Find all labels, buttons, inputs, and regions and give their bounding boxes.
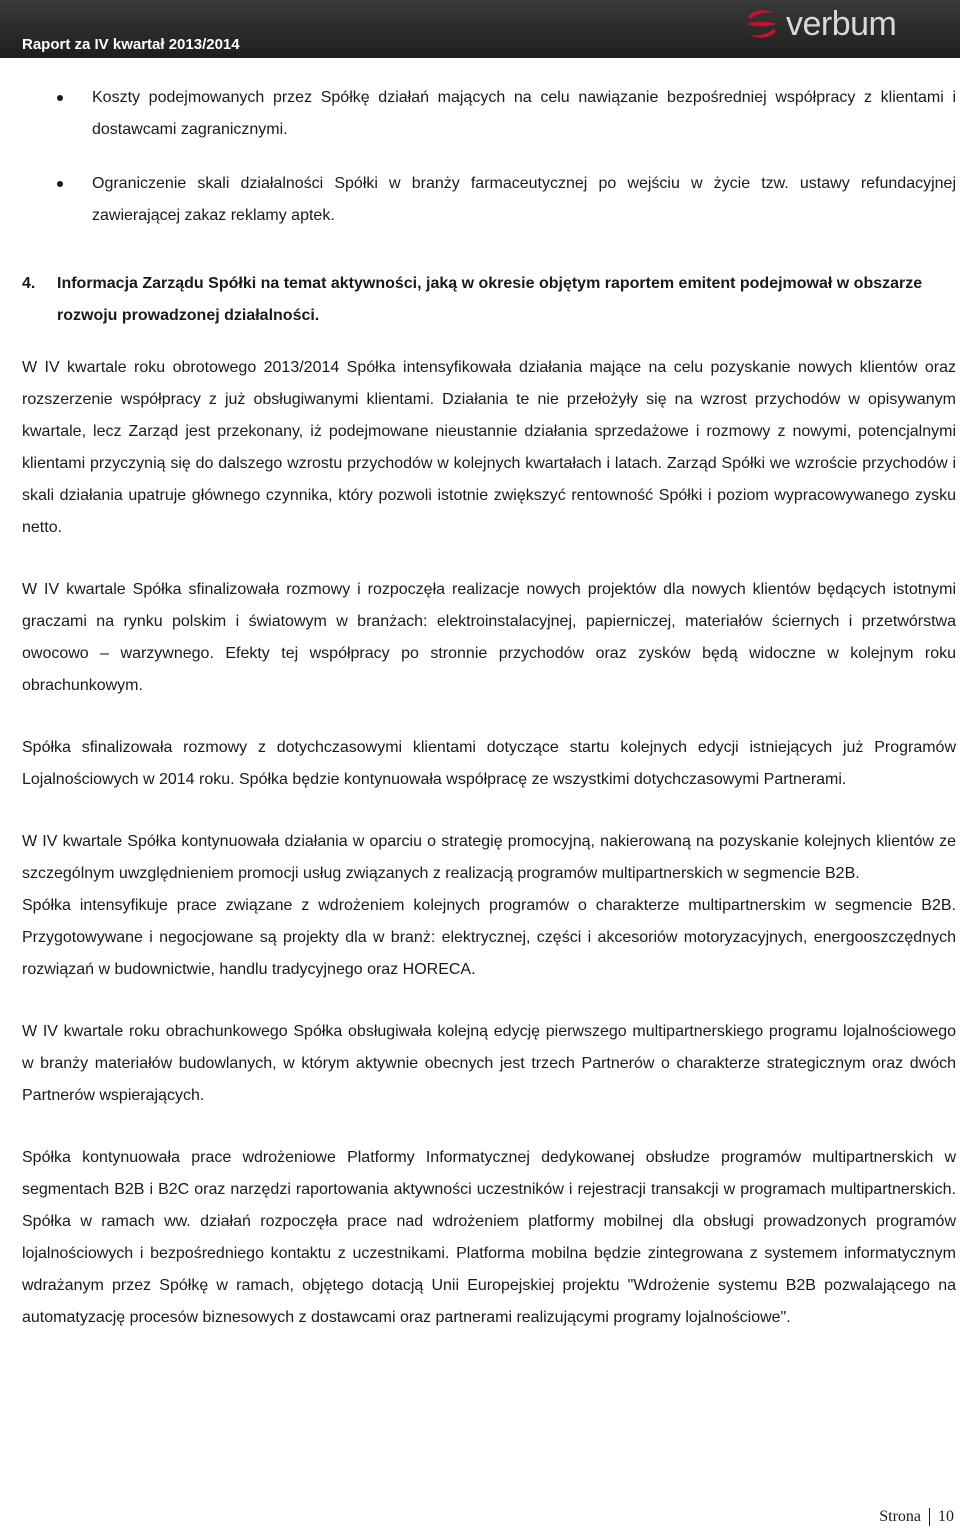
- report-title: Raport za IV kwartał 2013/2014: [22, 36, 240, 53]
- paragraph: W IV kwartale roku obrachunkowego Spółka obsługiwała kolejną edycję pierwszego multipartnerskiego programu lojalnościowego w branży materiałów budowlanych, w którym aktywnie obecnych jest trzech Partnerów o charakterze strategicznym oraz dwóch Partnerów wspierających.: [22, 1023, 956, 1104]
- page-footer: [879, 1508, 954, 1526]
- footer-divider: [929, 1508, 930, 1526]
- verbum-logo: [742, 4, 912, 44]
- paragraph: W IV kwartale Spółka sfinalizowała rozmowy i rozpoczęła realizacje nowych projektów dla nowych klientów będących istotnymi graczami na rynku polskim i światowym w branżach: elektroinstalacyjnej, papierniczej, materiałów ściernych i przetwórstwa owocowo – warzywnego. Efekty tej współpracy po stronnie przychodów oraz zysków będą widoczne w kolejnym roku obrachunkowym.: [22, 581, 956, 694]
- bullet-item: [22, 82, 956, 146]
- section-title: Informacja Zarządu Spółki na temat aktywności, jaką w okresie objętym raportem emitent podejmował w obszarze rozwoju prowadzonej działalności.: [57, 275, 923, 324]
- page-number: 10: [938, 1508, 954, 1525]
- section-heading: [22, 268, 956, 332]
- bullet-text: Koszty podejmowanych przez Spółkę działań mających na celu nawiązanie bezpośredniej współpracy z klientami i dostawcami zagranicznymi.: [92, 89, 956, 138]
- page-header: [0, 0, 960, 58]
- paragraph: W IV kwartale Spółka kontynuowała działania w oparciu o strategię promocyjną, nakierowaną na pozyskanie kolejnych klientów ze szczególnym uwzględnieniem promocji usług związanych z realizacją programów multipartnerskich w segmencie B2B.: [22, 833, 956, 882]
- page-content: [22, 82, 956, 1364]
- paragraph: W IV kwartale roku obrotowego 2013/2014 Spółka intensyfikowała działania mające na celu pozyskanie nowych klientów oraz rozszerzenie współpracy z już obsługiwanymi klientami. Działania te nie przełożyły się na wzrost przychodów w opisywanym kwartale, lecz Zarząd jest przekonany, iż podejmowane nieustannie działania sprzedażowe i rozmowy z nowymi, potencjalnymi klientami przyczynią się do dalszego wzrostu przychodów w kolejnych kwartałach i latach. Zarząd Spółki we wzroście przychodów i skali działania upatruje głównego czynnika, który pozwoli istotnie zwiększyć rentowność Spółki i poziom wypracowywanego zysku netto.: [22, 359, 956, 536]
- bullet-dot-icon: [57, 95, 63, 101]
- logo-wordmark: verbum: [786, 5, 897, 43]
- bullet-dot-icon: [57, 181, 63, 187]
- bullet-item: [22, 168, 956, 232]
- section-number: 4.: [22, 275, 36, 292]
- verbum-logo-mark-icon: [742, 7, 782, 41]
- paragraph: Spółka intensyfikuje prace związane z wdrożeniem kolejnych programów o charakterze multipartnerskim w segmencie B2B. Przygotowywane i negocjowane są projekty dla w branż: elektrycznej, części i akcesoriów motoryzacyjnych, energooszczędnych rozwiązań w budownictwie, handlu tradycyjnego oraz HORECA.: [22, 897, 956, 978]
- paragraph: Spółka sfinalizowała rozmowy z dotychczasowymi klientami dotyczące startu kolejnych edycji istniejących już Programów Lojalnościowych w 2014 roku. Spółka będzie kontynuowała współpracę ze wszystkimi dotychczasowymi Partnerami.: [22, 739, 956, 788]
- page-label: Strona: [879, 1508, 921, 1525]
- paragraph: Spółka kontynuowała prace wdrożeniowe Platformy Informatycznej dedykowanej obsłudze programów multipartnerskich w segmentach B2B i B2C oraz narzędzi raportowania aktywności uczestników i rejestracji transakcji w programach multipartnerskich. Spółka w ramach ww. działań rozpoczęła prace nad wdrożeniem platformy mobilnej dla obsługi prowadzonych programów lojalnościowych i bezpośredniego kontaktu z uczestnikami. Platforma mobilna będzie zintegrowana z systemem informatycznym wdrażanym przez Spółkę w ramach, objętego dotacją Unii Europejskiej projektu "Wdrożenie systemu B2B pozwalającego na automatyzację procesów biznesowych z dostawcami oraz partnerami realizującymi programy lojalnościowe".: [22, 1149, 956, 1326]
- bullet-text: Ograniczenie skali działalności Spółki w branży farmaceutycznej po wejściu w życie tzw. ustawy refundacyjnej zawierającej zakaz reklamy aptek.: [92, 175, 956, 224]
- bullet-list: [22, 82, 956, 232]
